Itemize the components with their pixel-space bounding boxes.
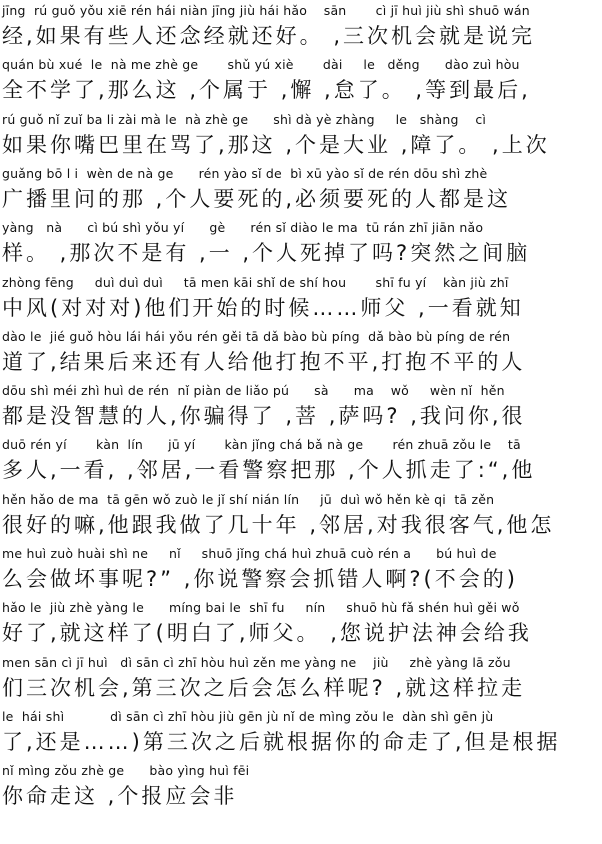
hanzi-text: 们三次机会,第三次之后会怎么样呢? ,就这样拉走 (2, 675, 526, 700)
pinyin-text: jīng rú guǒ yǒu xiē rén hái niàn jīng jiù hái hǎo sān cì jī huì jiù shì shuō wán (2, 3, 530, 18)
pinyin-text: hǎo le jiù zhè yàng le míng bai le shī fu nín shuō hù fǎ shén huì gěi wǒ (2, 600, 520, 616)
text-line (0, 708, 602, 762)
text-line (0, 599, 602, 653)
hanzi-text: 样。 ,那次不是有 ,一 ,个人死掉了吗?突然之间脑 (2, 241, 531, 266)
pinyin-text: men sān cì jī huì dì sān cì zhī hòu huì zěn me yàng ne jiù zhè yàng lā zǒu (2, 654, 511, 670)
text-line (0, 654, 602, 708)
pinyin-text: zhòng fēng duì duì duì tā men kāi shǐ de shí hou shī fu yí kàn jiù zhī (2, 274, 509, 290)
text-line (0, 491, 602, 545)
text-line (0, 545, 602, 599)
hanzi-text: 很好的嘛,他跟我做了几十年 ,邻居,对我很客气,他怎 (2, 512, 555, 537)
text-line (0, 219, 602, 273)
hanzi-text: 都是没智慧的人,你骗得了 ,菩 ,萨吗? ,我问你,很 (2, 404, 526, 429)
pinyin-text: dào le jié guǒ hòu lái hái yǒu rén gěi tā dǎ bào bù píng dǎ bào bù píng de rén (2, 328, 511, 344)
text-line (0, 762, 602, 816)
pinyin-text: me huì zuò huài shì ne nǐ shuō jǐng chá huì zhuā cuò rén a bú huì de (2, 546, 497, 561)
hanzi-text: 了,还是……)第三次之后就根据你的命走了,但是根据 (2, 729, 561, 754)
hanzi-text: 经,如果有些人还念经就还好。 ,三次机会就是说完 (2, 24, 536, 48)
pinyin-text: duō rén yí kàn lín jū yí kàn jǐng chá bǎ nà ge rén zhuā zǒu le tā (2, 437, 521, 453)
text-line (0, 382, 602, 436)
text-line (0, 436, 602, 490)
hanzi-text: 么会做坏事呢?” ,你说警察会抓错人啊?(不会的) (2, 567, 518, 591)
hanzi-text: 你命走这 ,个报应会非 (2, 784, 238, 809)
hanzi-text: 道了,结果后来还有人给他打抱不平,打抱不平的人 (2, 349, 526, 374)
hanzi-text: 好了,就这样了(明白了,师父。 ,您说护法神会给我 (2, 621, 532, 646)
hanzi-text: 多人,一看, ,邻居,一看警察把那 ,个人抓走了:“,他 (2, 458, 536, 483)
pinyin-text: hěn hǎo de ma tā gēn wǒ zuò le jǐ shí nián lín jū duì wǒ hěn kè qi tā zěn (2, 491, 495, 507)
pinyin-text: nǐ mìng zǒu zhè ge bào yìng huì fēi (2, 763, 250, 779)
pinyin-text: le hái shì dì sān cì zhī hòu jiù gēn jù nǐ de mìng zǒu le dàn shì gēn jù (2, 708, 494, 724)
pinyin-text: rú guǒ nǐ zuǐ ba li zài mà le nà zhè ge shì dà yè zhàng le shàng cì (2, 111, 487, 127)
pinyin-text: dōu shì méi zhì huì de rén nǐ piàn de liǎo pú sà ma wǒ wèn nǐ hěn (2, 383, 505, 399)
pinyin-text: guǎng bō l i wèn de nà ge rén yào sǐ de bì xū yào sǐ de rén dōu shì zhè (2, 165, 488, 181)
hanzi-text: 中风(对对对)他们开始的时候……师父 ,一看就知 (2, 295, 524, 320)
hanzi-text: 广播里问的那 ,个人要死的,必须要死的人都是这 (2, 186, 512, 211)
text-line (0, 111, 602, 165)
text-line (0, 56, 602, 110)
hanzi-text: 如果你嘴巴里在骂了,那这 ,个是大业 ,障了。 ,上次 (2, 132, 550, 157)
text-line (0, 165, 602, 219)
pinyin-text: quán bù xué le nà me zhè ge shǔ yú xiè dài le děng dào zuì hòu (2, 57, 520, 73)
hanzi-text: 全不学了,那么这 ,个属于 ,懈 ,怠了。 ,等到最后, (2, 78, 531, 103)
text-line (0, 2, 602, 56)
text-line (0, 274, 602, 328)
text-line (0, 328, 602, 382)
pinyin-text: yàng nà cì bú shì yǒu yí gè rén sǐ diào le ma tū rán zhī jiān nǎo (2, 220, 484, 236)
